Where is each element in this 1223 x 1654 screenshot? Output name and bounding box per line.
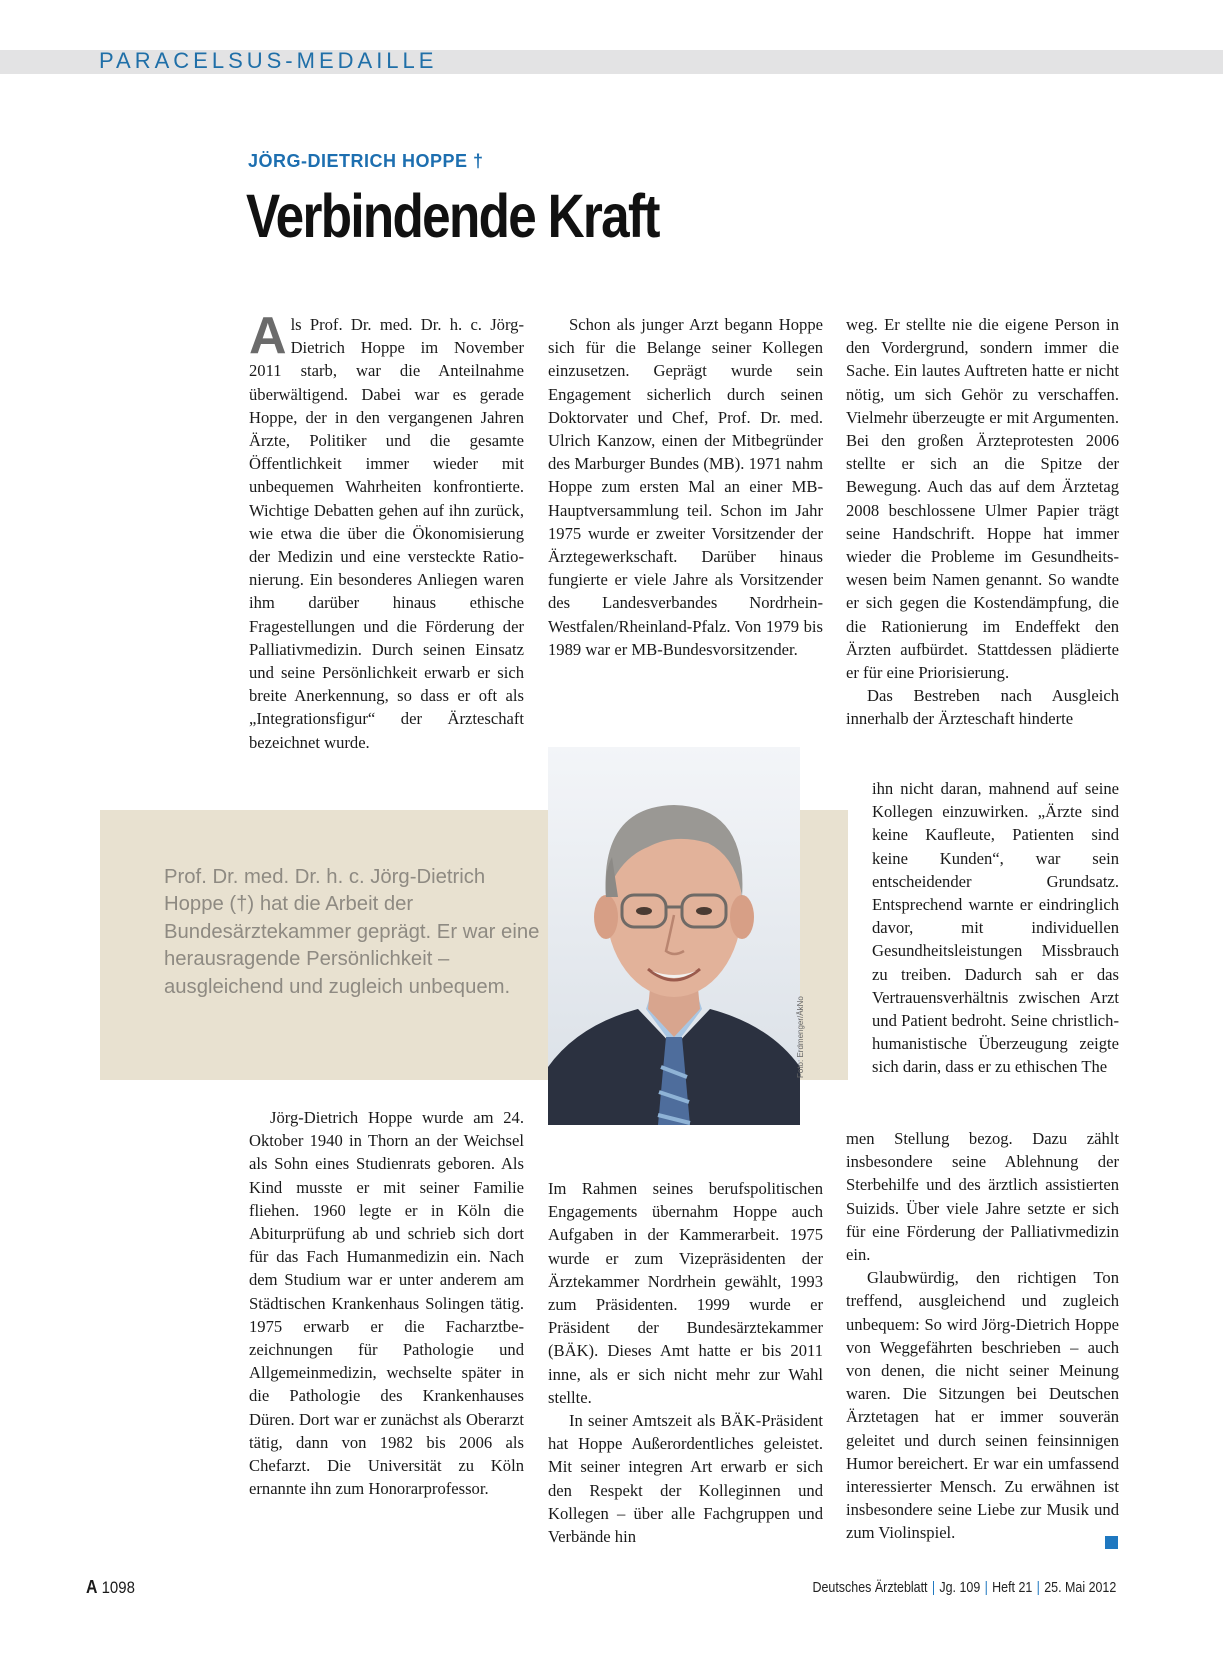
separator: | xyxy=(984,1580,988,1596)
balance-paragraph-start: Das Bestreben nach Ausgleich innerhalb der Ärzteschaft hinderte xyxy=(846,686,1119,729)
column-3-upper xyxy=(846,313,1119,731)
column-2-early-career xyxy=(548,313,823,661)
presidency-paragraph: In seiner Amtszeit als BÄK-Präsident hat Hoppe Außerordentliches geleistet. Mit seiner integren Art erwarb er sich den Respekt der Kolleginnen und Kollegen – über alle Fachgruppen und Verbände hin xyxy=(548,1411,823,1547)
portrait-photo xyxy=(548,747,800,1125)
page-number xyxy=(86,1577,135,1598)
column-1-biography xyxy=(249,1106,524,1500)
pull-quote-text: Prof. Dr. med. Dr. h. c. Jörg-Dietrich Hoppe (†) hat die Arbeit der Bundesärztekammer geprägt. Er war eine herausragende Persönlichkeit – ausgleichend und zugleich unbequem. xyxy=(164,866,540,998)
separator: | xyxy=(1036,1580,1040,1596)
issue: Heft 21 xyxy=(991,1580,1033,1596)
balance-paragraph-middle: ihn nicht daran, mahnend auf seine Kollegen einzuwirken. „Ärzte sind keine Kaufleute, Patienten sind keine Kunden“, war sein entscheidender Grundsatz. Entsprechend warnte er eindringlich davor, mit individuellen Gesundheitsleistungen Missbrauch zu treiben. Dadurch sah er das Vertrauensverhältnis zwischen Arzt und Patient bedroht. Seine christlich-humanistische Überzeugung zeigte sich darin, dass er zu ethischen The xyxy=(872,779,1119,1077)
photo-credit: Foto: Erdmenger/ÄkNo xyxy=(796,996,805,1078)
portrait-illustration xyxy=(548,747,800,1125)
lead-paragraph: ls Prof. Dr. med. Dr. h. c. Jörg-Dietrich Hoppe im November 2011 starb, war die Anteilnahme überwältigend. Dabei war es gerade Hoppe, der in den vergangenen Jahren Ärzte, Politiker und die gesamte Öffentlichkeit immer wieder mit unbequemen Wahrheiten konfrontierte. Wichtige Debatten gehen auf ihn zurück, wie etwa die über die Ökonomisierung der Medizin und eine versteckte Rationierung. Ein besonderes Anliegen waren ihm darüber hinaus ethische Fragestellungen und die Förderung der Palliativmedizin. Durch seinen Einsatz und seine Persönlichkeit erwarb er sich breite Anerkennung, so dass er oft als „Integrationsfigur“ der Ärzteschaft bezeichnet wurde. xyxy=(249,315,524,752)
publication-name: Deutsches Ärzteblatt xyxy=(812,1580,928,1596)
publication-info xyxy=(812,1580,1116,1596)
article-title: Verbindende Kraft xyxy=(246,182,659,250)
volume: Jg. 109 xyxy=(939,1580,980,1596)
section-label: PARACELSUS-MEDAILLE xyxy=(99,48,438,73)
biography-paragraph: Jörg-Dietrich Hoppe wurde am 24. Oktober 1940 in Thorn an der Weichsel als Sohn eines Studienrats geboren. Als Kind musste er mit seiner Familie fliehen. 1960 legte er in Köln die Abiturprüfung ab und schrieb sich dort für das Fach Humanmedizin ein. Nach dem Studium war er unter anderem am Städtischen Krankenhaus Solingen tätig. 1975 erwarb er die Facharztbezeichnungen für Pathologie und Allgemeinmedizin, wechselte später in die Pathologie des Krankenhauses Düren. Dort war er zunächst als Oberarzt tätig, dann von 1982 bis 2006 als Chefarzt. Die Universität zu Köln ernannte ihn zum Honorarprofessor. xyxy=(249,1108,524,1499)
chamber-paragraph: Im Rahmen seines berufspolitischen Engagements übernahm Hoppe auch Aufgaben in der Kammerarbeit. 1975 wurde er zum Vizepräsidenten der Ärztekammer Nordrhein gewählt, 1993 zum Präsidenten. 1999 wurde er Präsident der Bundesärztekammer (BÄK). Dieses Amt hatte er bis 2011 inne, als er sich nicht mehr zur Wahl stellte. xyxy=(548,1179,823,1407)
column-2-chamber xyxy=(548,1177,823,1548)
column-3-indented xyxy=(872,777,1119,1079)
early-career-paragraph: Schon als junger Arzt begann Hoppe sich für die Belange seiner Kollegen einzusetzen. Geprägt wurde sein Engagement sicherlich durch seinen Doktorvater und Chef, Prof. Dr. med. Ulrich Kanzow, einen der Mitbegründer des Marburger Bundes (MB). 1971 nahm Hoppe zum ersten Mal an einer MB-Hauptversammlung teil. Schon im Jahr 1975 wurde er zweiter Vorsitzender der Ärztegewerkschaft. Darüber hinaus fungierte er viele Jahre als Vorsitzender des Landesverbandes Nordrhein-Westfalen/Rheinland-Pfalz. Von 1979 bis 1989 war er MB-Bundesvorsitzender. xyxy=(548,315,823,659)
closing-paragraph: Glaubwürdig, den richtigen Ton treffend, ausgleichend und zugleich unbequem: So wird Jörg-Dietrich Hoppe von Weggefährten beschrieben – auch von denen, die nicht seiner Meinung waren. Die Sitzungen bei Deutschen Ärztetagen hat er immer souverän geleitet und durch seinen feinsinnigen Humor bereichert. Er war ein umfassend interessierter Mensch. Zu erwähnen ist insbesondere seine Liebe zur Musik und zum Violinspiel. xyxy=(846,1268,1119,1543)
end-mark-square xyxy=(1105,1536,1118,1549)
continued-paragraph: weg. Er stellte nie die eigene Person in den Vordergrund, sondern immer die Sache. Ein lautes Auftreten hatte er nicht nötig, um sich Gehör zu verschaffen. Vielmehr überzeugte er mit Argumenten. Bei den großen Ärzteprotesten 2006 stellte er sich an die Spitze der Bewegung. Auch das auf dem Ärztetag 2008 beschlossene Ulmer Papier trägt seine Handschrift. Hoppe hat immer wieder die Probleme im Gesundheitswesen beim Namen genannt. So wandte er sich gegen die Kostendämpfung, die die Rationierung im Endeffekt den Ärzten aufbürdet. Stattdessen plädierte er für eine Priorisierung. xyxy=(846,315,1119,683)
column-3-lower xyxy=(846,1127,1119,1545)
page-prefix: A xyxy=(86,1577,98,1597)
column-1-lead xyxy=(249,307,524,754)
drop-cap: A xyxy=(249,307,287,365)
page-number-value: 1098 xyxy=(101,1578,135,1597)
article-kicker: JÖRG-DIETRICH HOPPE † xyxy=(248,151,484,171)
issue-date: 25. Mai 2012 xyxy=(1043,1580,1116,1596)
balance-paragraph-end: men Stellung bezog. Dazu zählt insbesondere seine Ablehnung der Sterbehilfe und des ärztlich assistierten Suizids. Über viele Jahre setzte er sich für eine Förderung der Palliativmedizin ein. xyxy=(846,1129,1119,1265)
separator: | xyxy=(931,1580,935,1596)
